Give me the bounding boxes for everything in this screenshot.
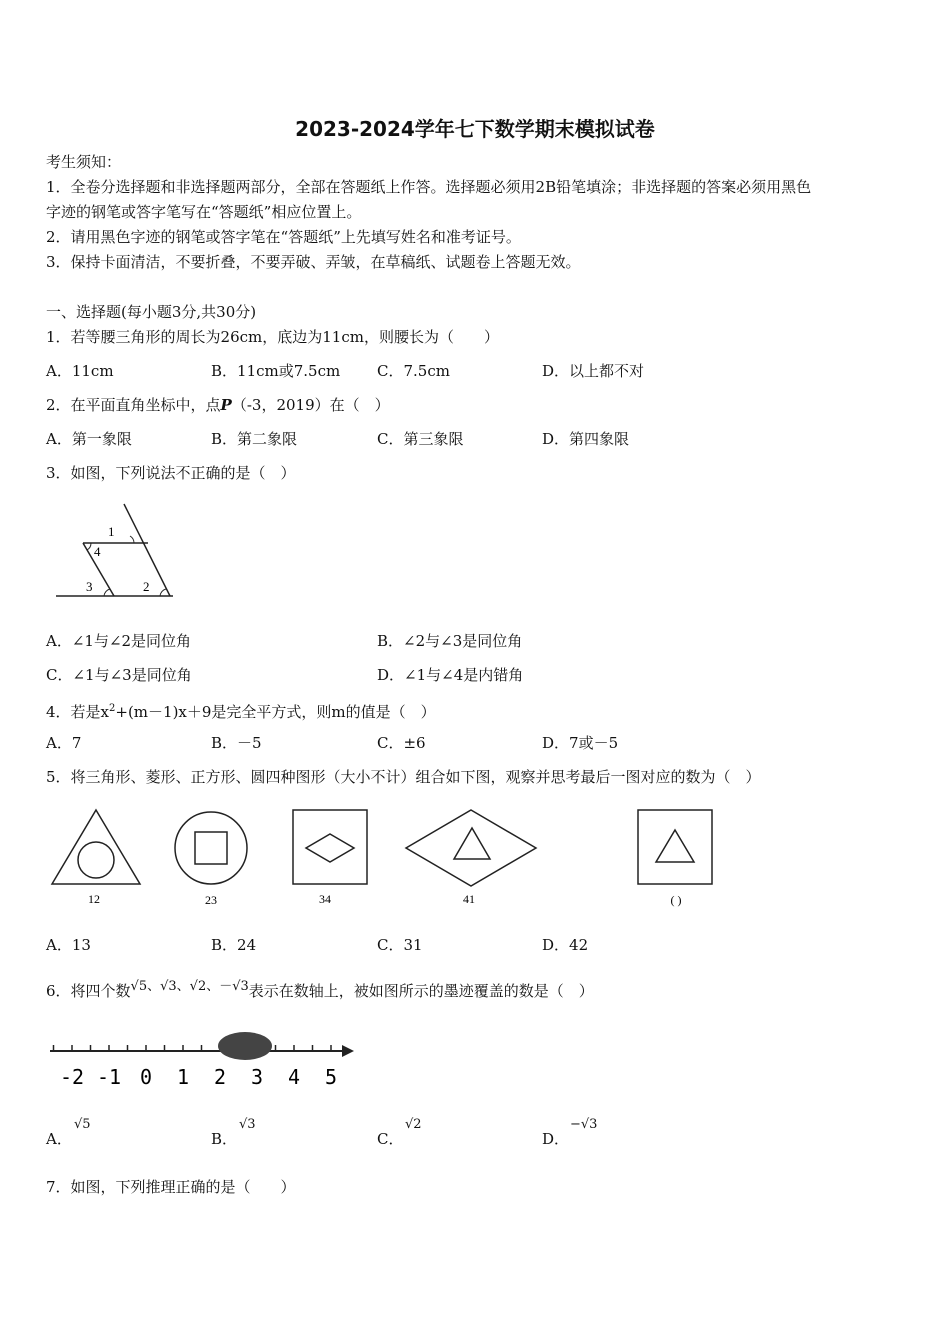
q2-option-c[interactable]: C．第三象限: [377, 430, 464, 448]
q6-option-c-label[interactable]: C．: [377, 1130, 404, 1148]
q2-option-b[interactable]: B．第二象限: [211, 430, 298, 448]
q6-option-a-label[interactable]: A．: [46, 1130, 72, 1148]
q6-option-d-label[interactable]: D．: [542, 1130, 570, 1148]
q5-fig1-triangle: [52, 810, 140, 884]
q6-tick-label: -1: [96, 1065, 122, 1089]
q6-tick-label: 2: [213, 1065, 227, 1089]
q6-tick-label: 5: [324, 1065, 338, 1089]
q4-stem: [46, 700, 436, 721]
q6-number-line: [48, 1026, 358, 1090]
q3-figure: [48, 496, 188, 608]
q5-fig5-triangle: [656, 830, 694, 862]
q4-option-a[interactable]: A．7: [46, 734, 82, 752]
q5-fig2-square: [195, 832, 227, 864]
q6-option-d-value[interactable]: −√3: [570, 1117, 598, 1132]
q3-label-2: 2: [143, 579, 150, 594]
q3-label-4: 4: [94, 544, 101, 559]
notice-line-1b: 字迹的钢笔或答字笔写在“答题纸”相应位置上。: [46, 203, 362, 221]
q6-stem-nums: √5、√3、√2、－√3: [130, 979, 249, 994]
q6-ink-blot: [218, 1032, 272, 1060]
q4-option-c[interactable]: C．±6: [377, 734, 426, 752]
q5-figures: [46, 806, 726, 916]
q4-exponent: 2: [109, 703, 116, 714]
q3-label-1: 1: [108, 524, 115, 539]
section-heading: 一、选择题(每小题3分,共30分): [46, 303, 257, 321]
notice-line-2: 2．请用黑色字迹的钢笔或答字笔在“答题纸”上先填写姓名和准考证号。: [46, 228, 521, 246]
q6-option-b-value[interactable]: √3: [239, 1117, 256, 1132]
q2-point-p: P: [220, 396, 232, 414]
q6-tick-label: 1: [176, 1065, 190, 1089]
q5-fig3-rhombus: [306, 834, 354, 862]
page-title: 2023-2024学年七下数学期末模拟试卷: [295, 117, 655, 141]
q1-stem: 1．若等腰三角形的周长为26cm，底边为11cm，则腰长为（ ）: [46, 328, 499, 346]
q5-fig3-square: [293, 810, 367, 884]
q6-option-a-value[interactable]: √5: [74, 1117, 91, 1132]
q4-stem-b: +(m－1)x＋9是完全平方式，则m的值是（ ）: [115, 703, 436, 721]
q5-caption-2: 23: [205, 893, 217, 907]
q5-stem: 5．将三角形、菱形、正方形、圆四种图形（大小不计）组合如下图，观察并思考最后一图对应的数为（ ）: [46, 768, 761, 786]
q6-tick-label: 4: [287, 1065, 301, 1089]
q5-caption-3: 34: [319, 892, 331, 906]
q2-stem-b: （-3，2019）在（ ）: [231, 396, 390, 414]
q5-caption-4: 41: [463, 892, 475, 906]
q2-stem-a: 2．在平面直角坐标中，点: [46, 396, 221, 414]
q6-option-c-value[interactable]: √2: [405, 1117, 422, 1132]
q1-option-a[interactable]: A．11cm: [46, 362, 114, 380]
q6-tick-label: 0: [139, 1065, 153, 1089]
q3-stem: 3．如图，下列说法不正确的是（ ）: [46, 464, 296, 482]
notice-line-1: 1．全卷分选择题和非选择题两部分，全部在答题纸上作答。选择题必须用2B铅笔填涂；非选择题的答案必须用黑色: [46, 178, 812, 196]
q4-option-d[interactable]: D．7或－5: [542, 734, 619, 752]
q5-fig5-square: [638, 810, 712, 884]
q6-tick-labels: [60, 1065, 337, 1089]
q6-stem-b: 表示在数轴上，被如图所示的墨迹覆盖的数是（ ）: [248, 982, 594, 1000]
q5-option-a[interactable]: A．13: [46, 936, 91, 954]
q5-caption-1: 12: [88, 892, 100, 906]
q5-fig2-circle: [175, 812, 247, 884]
q1-option-c[interactable]: C．7.5cm: [377, 362, 450, 380]
q5-fig1-circle: [78, 842, 114, 878]
q3-label-3: 3: [86, 579, 93, 594]
notice-heading: 考生须知：: [46, 153, 122, 171]
notice-line-3: 3．保持卡面清洁，不要折叠，不要弄破、弄皱，在草稿纸、试题卷上答题无效。: [46, 253, 581, 271]
q3-arc-4: [87, 543, 91, 550]
q6-tick-label: 3: [250, 1065, 264, 1089]
q5-option-d[interactable]: D．42: [542, 936, 589, 954]
q4-stem-a: 4．若是x: [46, 703, 110, 721]
q1-option-b[interactable]: B．11cm或7.5cm: [211, 362, 341, 380]
q1-option-d[interactable]: D．以上都不对: [542, 362, 645, 380]
q7-stem: 7．如图，下列推理正确的是（ ）: [46, 1178, 296, 1196]
q5-caption-5: ( ): [670, 893, 682, 907]
q5-fig4-triangle: [454, 828, 490, 859]
q2-option-a[interactable]: A．第一象限: [46, 430, 132, 448]
q6-axis-arrow: [342, 1045, 354, 1057]
q5-option-b[interactable]: B．24: [211, 936, 257, 954]
q2-option-d[interactable]: D．第四象限: [542, 430, 630, 448]
q3-arc-2: [160, 589, 166, 596]
q6-tick-label: -2: [59, 1065, 85, 1089]
q6-option-b-label[interactable]: B．: [211, 1130, 238, 1148]
q3-option-b[interactable]: B．∠2与∠3是同位角: [377, 632, 523, 650]
q3-option-d[interactable]: D．∠1与∠4是内错角: [377, 666, 524, 684]
q5-option-c[interactable]: C．31: [377, 936, 423, 954]
q6-stem-a: 6．将四个数: [46, 982, 131, 1000]
q3-option-a[interactable]: A．∠1与∠2是同位角: [46, 632, 192, 650]
q3-arc-1: [130, 536, 134, 543]
q2-stem: [46, 396, 390, 414]
q3-option-c[interactable]: C．∠1与∠3是同位角: [46, 666, 192, 684]
q5-fig4-rhombus: [406, 810, 536, 886]
q4-option-b[interactable]: B．－5: [211, 734, 262, 752]
q6-stem: [46, 979, 594, 1002]
q3-arc-3: [104, 589, 110, 596]
